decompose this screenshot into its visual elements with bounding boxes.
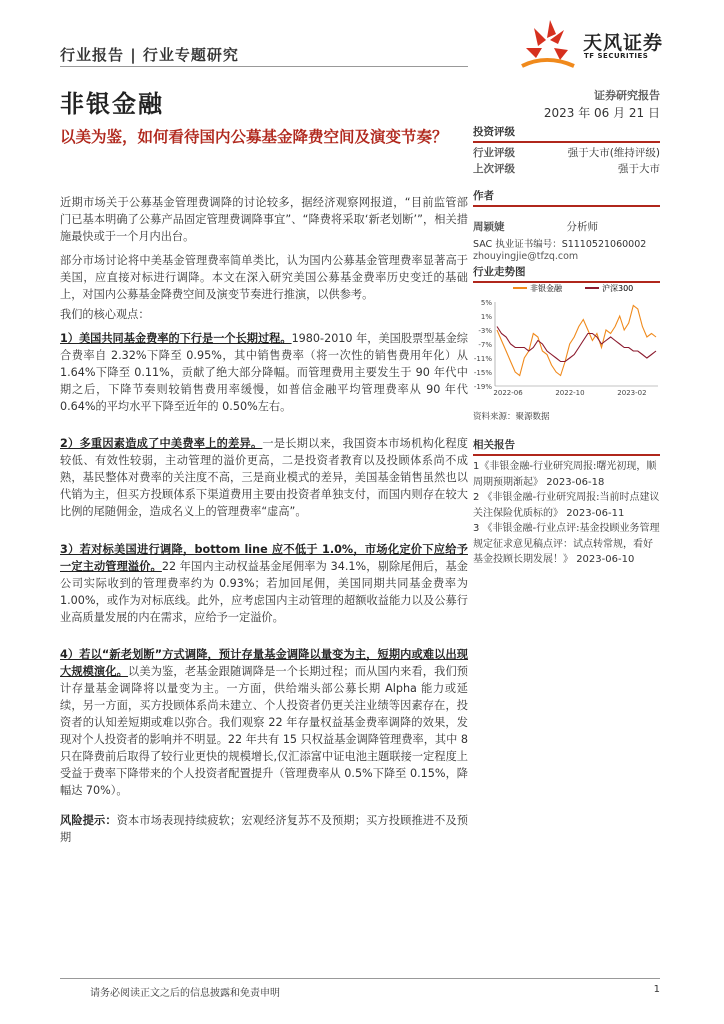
logo-subtext: TF SECURITIES xyxy=(584,52,649,60)
view-4-lead: 4）若以“新老划断”方式调降，预计存量基金调降以量变为主，短期内或难以出现大规模演化。 xyxy=(60,648,468,678)
y-tick-label: -19% xyxy=(473,383,492,391)
author-block xyxy=(473,188,660,262)
risk-warning xyxy=(60,812,468,846)
chart-source: 资料来源：聚源数据 xyxy=(473,412,550,422)
trend-block xyxy=(473,264,660,283)
author-title: 作者 xyxy=(473,188,660,207)
footer-disclaimer: 请务必阅读正文之后的信息披露和免责申明 xyxy=(90,988,280,999)
rating-row xyxy=(473,145,660,161)
view-2-lead: 2）多重因素造成了中美费率上的差异。 xyxy=(60,437,263,450)
related-item-date: 2023-06-18 xyxy=(546,476,605,488)
view-3 xyxy=(60,541,468,626)
footer-divider xyxy=(60,978,660,979)
related-title: 相关报告 xyxy=(473,437,660,456)
view-1-lead: 1）美国共同基金费率的下行是一个长期过程。 xyxy=(60,332,292,345)
related-item-date: 2023-06-10 xyxy=(576,554,635,565)
author-email[interactable]: zhouyingjie@tfzq.com xyxy=(473,251,579,262)
related-block xyxy=(473,437,660,568)
view-2 xyxy=(60,435,468,520)
x-tick-label: 2022-06 xyxy=(493,389,523,397)
legend-label-nonbank: 非银金融 xyxy=(530,284,562,293)
rating-row xyxy=(473,161,660,177)
author-sac: SAC 执业证书编号：S1110521060002 xyxy=(473,239,647,250)
related-item[interactable] xyxy=(473,490,660,521)
view-4 xyxy=(60,646,468,799)
view-4-text: 以美为鉴，老基金跟随调降是一个长期过程；而从国内来看，我们预计存量基金调降将以量变为主。一方面，供给端头部公募长期 Alpha 能力或延续，另一方面，买方投顾体系尚未建立、个人投资者仍更关注业绩等因素存在，投资者的认知差短期或难以弥合。我们观察 22 年存量权益基金费率调降的效果，发现对个人投资者的影响并不明显。22 年共有 15 只权益基金调降管理费率，其中 8 只在降费前后取得了较行业更快的规模增长,仅汇添富中证电池主题联接一定程度上受益于费率下降带来的个人投资者配置提升（管理费率从 0.5%下降至 0.15%，降幅达 70%）。 xyxy=(60,665,468,797)
rating-title: 投资评级 xyxy=(473,124,660,143)
rating-value: 强于大市 xyxy=(618,163,660,175)
sector-title: 非银金融 xyxy=(60,90,164,118)
y-tick-label: -15% xyxy=(473,369,492,377)
y-tick-label: -3% xyxy=(478,327,492,335)
related-item-title[interactable]: 3 《非银金融-行业点评:基金投顾业务管理规定征求意见稿点评：试点转常规，看好基金投顾长期发展！》 xyxy=(473,523,660,565)
related-item-date: 2023-06-11 xyxy=(566,507,625,519)
risk-text: 资本市场表现持续疲软；宏观经济复苏不及预期；买方投顾推进不及预期 xyxy=(60,814,468,844)
background-paragraph xyxy=(60,252,468,303)
series-line-nonbank xyxy=(497,306,656,376)
report-type: 行业报告 | 行业专题研究 xyxy=(60,46,239,64)
logo-text: 天风证券 xyxy=(583,32,664,54)
related-item-title[interactable]: 1《非银金融-行业研究周报:曙光初现，顺周期预期渐起》 xyxy=(473,461,657,488)
core-views-label xyxy=(60,306,468,323)
related-item-title[interactable]: 2 《非银金融-行业研究周报:当前时点建议关注保险优质标的》 xyxy=(473,492,660,519)
y-tick-label: -7% xyxy=(478,341,492,349)
intro-text: 近期市场关于公募基金管理费调降的讨论较多，据经济观察网报道，“目前监管部门已基本明确了公募产品固定管理费调降事宜”、“降费将采取‘新老划断’”，相关措施最快或于一个月内出台。 xyxy=(60,196,468,243)
rating-key: 行业评级 xyxy=(473,147,515,159)
y-tick-label: 1% xyxy=(480,313,492,321)
view-2-text: 一是长期以来，我国资本市场机构化程度较低、有效性较弱，主动管理的溢价更高，二是投资者教育以及投顾体系尚不成熟，基民整体对费率的关注度不高，三是商业模式的差异，美国基金销售虽然也以代销为主，但买方投顾体系下渠道费用主要由投资者单独支付，而国内则存在较大比例的尾随佣金，造成名义上的管理费率“虚高”。 xyxy=(60,437,468,518)
header-divider xyxy=(60,66,468,67)
related-item[interactable] xyxy=(473,459,660,490)
related-item[interactable] xyxy=(473,521,660,568)
legend-label-hs300: 沪深300 xyxy=(602,284,634,293)
x-tick-label: 2022-10 xyxy=(555,389,585,397)
view-1-text: 1980-2010 年，美国股票型基金综合费率自 2.32%下降至 0.95%，其中销售费率（将一次性的销售费用年化）从 1.64%下降至 0.11%，贡献了绝大部分降幅。而管理费用主要发生于 90 年代中期之后，下降节奏则较销售费用率缓慢，如普信金融平均管理费率从 90 年代 0.64%的平均水平下降至近年的 0.50%左右。 xyxy=(60,332,468,413)
risk-lead: 风险提示： xyxy=(60,814,117,827)
view-3-text: 22 年国内主动权益基金尾佣率为 34.1%，剔除尾佣后，基金公司实际收到的管理费率约为 0.93%；若加回尾佣，美国同期共同基金费率为 1.00%，或作为对标底线。此外，应考虑国内主动管理的超额收益能力以及公募行业高质量发展的内在需求，应给予一定溢价。 xyxy=(60,560,468,624)
author-role: 分析师 xyxy=(566,221,598,233)
y-tick-label: 5% xyxy=(480,299,492,307)
report-kind: 证券研究报告 xyxy=(594,89,660,102)
rating-block xyxy=(473,124,660,177)
trend-chart xyxy=(473,282,660,404)
view-3-lead: 3）若对标美国进行调降，bottom line 应不低于 1.0%，市场化定价下应给予一定主动管理溢价。 xyxy=(60,543,468,573)
trend-title: 行业走势图 xyxy=(473,264,660,283)
report-date: 2023 年 06 月 21 日 xyxy=(543,106,660,120)
background-text: 部分市场讨论将中美基金管理费率简单类比，认为国内公募基金管理费率显著高于美国，应直接对标进行调降。本文在深入研究美国公募基金费率历史变迁的基础上，对国内公募基金降费空间及演变节奏进行推演，以供参考。 xyxy=(60,254,468,301)
legend-swatch-nonbank xyxy=(513,287,527,289)
report-headline: 以美为鉴，如何看待国内公募基金降费空间及演变节奏？ xyxy=(60,128,448,146)
rating-value: 强于大市(维持评级) xyxy=(567,147,660,159)
x-tick-label: 2023-02 xyxy=(617,389,647,397)
page-number: 1 xyxy=(653,984,660,995)
legend-swatch-hs300 xyxy=(585,287,599,289)
author-name: 周颖婕 xyxy=(473,221,505,233)
core-views-text: 我们的核心观点： xyxy=(60,308,150,321)
rating-key: 上次评级 xyxy=(473,163,515,175)
tf-logo-mark-icon xyxy=(512,14,582,74)
intro-paragraph xyxy=(60,194,468,245)
view-1 xyxy=(60,330,468,415)
y-tick-label: -11% xyxy=(473,355,492,363)
